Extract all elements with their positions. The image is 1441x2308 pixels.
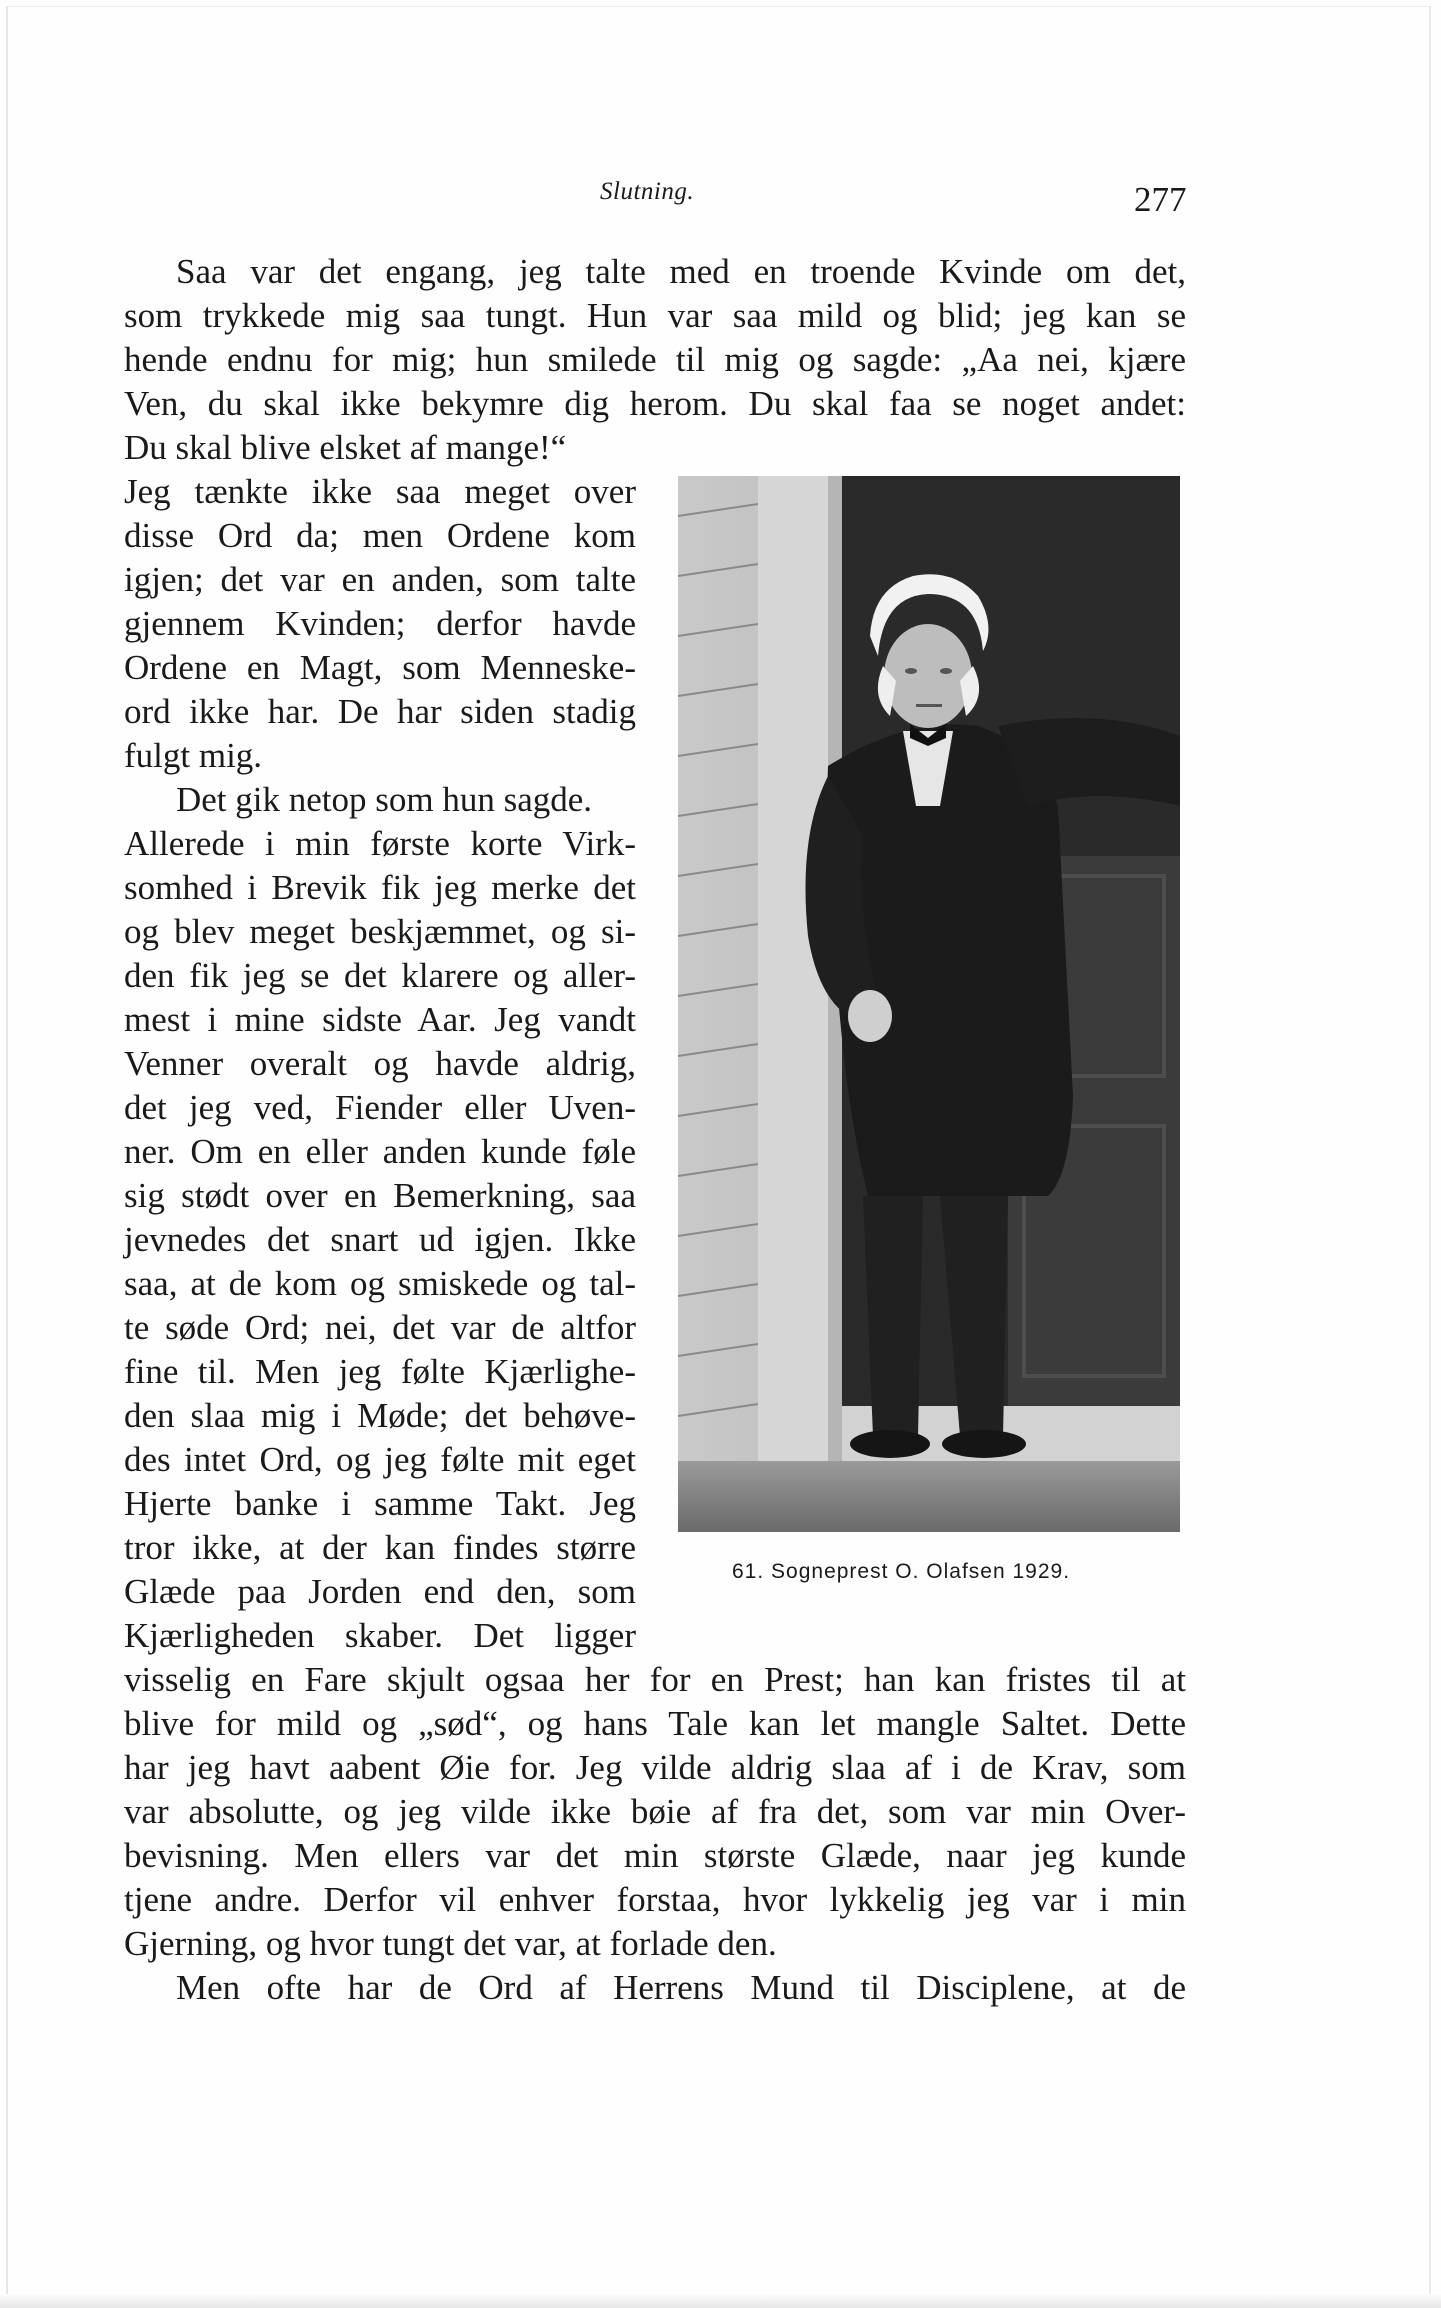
text-line: jevnedes det snart ud igjen. Ikke	[124, 1220, 636, 1259]
text-line: bevisning. Men ellers var det min største Glæde, naar jeg kunde	[124, 1836, 1186, 1875]
text-line: igjen; det var en anden, som talte	[124, 560, 636, 599]
text-line: ord ikke har. De har siden stadig	[124, 692, 636, 731]
text-line: Allerede i min første korte Virk-	[124, 824, 636, 863]
text-line: fine til. Men jeg følte Kjærlighe-	[124, 1352, 636, 1391]
text-line: Glæde paa Jorden end den, som	[124, 1572, 636, 1611]
text-line: Ven, du skal ikke bekymre dig herom. Du skal faa se noget andet:	[124, 384, 1186, 423]
text-line: Venner overalt og havde aldrig,	[124, 1044, 636, 1083]
text-line: mest i mine sidste Aar. Jeg vandt	[124, 1000, 636, 1039]
text-line: Du skal blive elsket af mange!“	[124, 428, 567, 467]
text-line: sig stødt over en Bemerkning, saa	[124, 1176, 636, 1215]
text-line: tror ikke, at der kan findes større	[124, 1528, 636, 1567]
page-number: 277	[1134, 180, 1187, 219]
text-line: Kjærligheden skaber. Det ligger	[124, 1616, 636, 1655]
text-line: og blev meget beskjæmmet, og si-	[124, 912, 636, 951]
text-line: somhed i Brevik fik jeg merke det	[124, 868, 636, 907]
text-line: hende endnu for mig; hun smilede til mig og sagde: „Aa nei, kjære	[124, 340, 1186, 379]
text-line: tjene andre. Derfor vil enhver forstaa, hvor lykkelig jeg var i min	[124, 1880, 1186, 1919]
text-line: Gjerning, og hvor tungt det var, at forlade den.	[124, 1924, 777, 1963]
portrait-photo-illustration	[678, 476, 1180, 1532]
text-line: fulgt mig.	[124, 736, 263, 775]
text-line: gjennem Kvinden; derfor havde	[124, 604, 636, 643]
text-line: des intet Ord, og jeg følte mit eget	[124, 1440, 636, 1479]
text-line: har jeg havt aabent Øie for. Jeg vilde aldrig slaa af i de Krav, som	[124, 1748, 1186, 1787]
text-line: blive for mild og „sød“, og hans Tale kan let mangle Saltet. Dette	[124, 1704, 1186, 1743]
text-line: den slaa mig i Møde; det behøve-	[124, 1396, 636, 1435]
text-line: var absolutte, og jeg vilde ikke bøie af fra det, som var min Over-	[124, 1792, 1186, 1831]
text-line: ner. Om en eller anden kunde føle	[124, 1132, 636, 1171]
text-line: saa, at de kom og smiskede og tal-	[124, 1264, 636, 1303]
text-line: visselig en Fare skjult ogsaa her for en Prest; han kan fristes til at	[124, 1660, 1186, 1699]
text-line: te søde Ord; nei, det var de altfor	[124, 1308, 636, 1347]
text-line: Jeg tænkte ikke saa meget over	[124, 472, 636, 511]
text-line: Det gik netop som hun sagde.	[176, 780, 593, 819]
text-line: Ordene en Magt, som Menneske-	[124, 648, 636, 687]
figure-caption: 61. Sogneprest O. Olafsen 1929.	[732, 1560, 1071, 1583]
text-line: som trykkede mig saa tungt. Hun var saa mild og blid; jeg kan se	[124, 296, 1186, 335]
text-line: disse Ord da; men Ordene kom	[124, 516, 636, 555]
portrait-photo	[678, 476, 1180, 1532]
text-line: Saa var det engang, jeg talte med en troende Kvinde om det,	[176, 252, 1186, 291]
scan-bottom-edge	[0, 2294, 1441, 2308]
running-title: Slutning.	[600, 178, 695, 205]
text-line: Men ofte har de Ord af Herrens Mund til Disciplene, at de	[176, 1968, 1186, 2007]
text-line: Hjerte banke i samme Takt. Jeg	[124, 1484, 636, 1523]
text-line: den fik jeg se det klarere og aller-	[124, 956, 636, 995]
text-line: det jeg ved, Fiender eller Uven-	[124, 1088, 636, 1127]
